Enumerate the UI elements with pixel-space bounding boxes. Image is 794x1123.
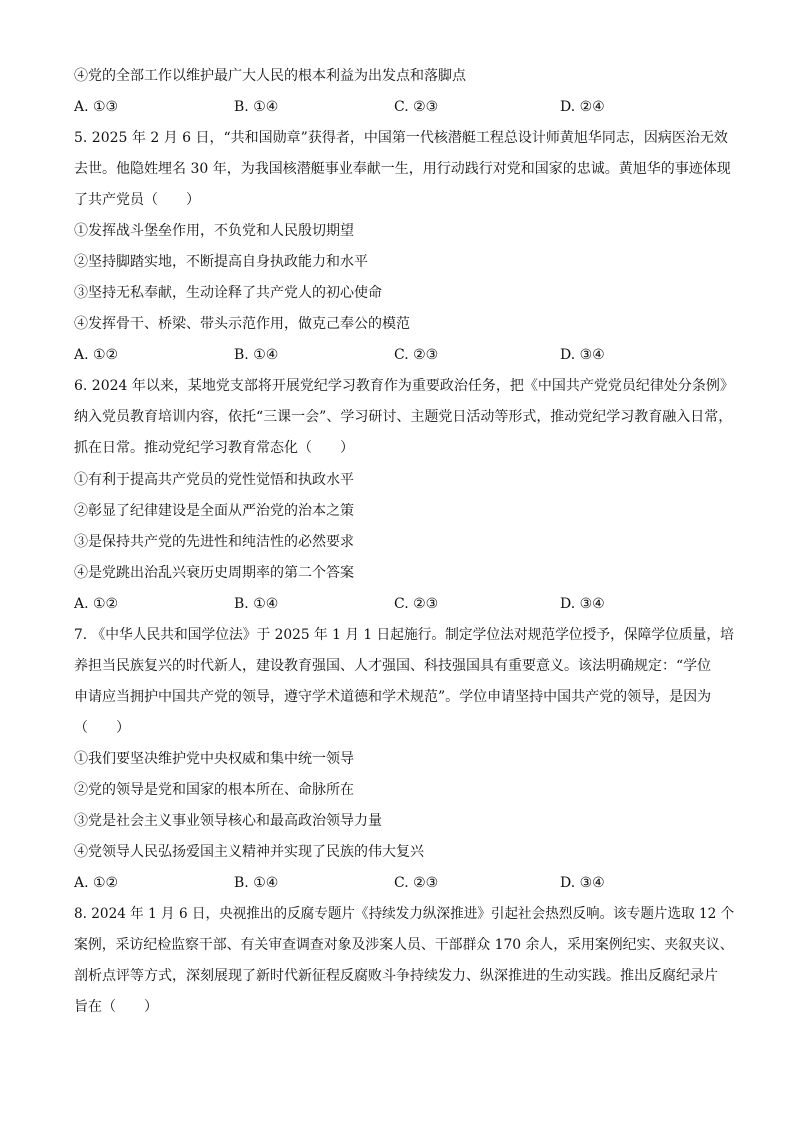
q6-stem-line: 纳入党员教育培训内容，依托“三课一会”、学习研讨、主题党日活动等形式，推动党纪学习教育融入日常， [74,409,733,425]
q5-stem-line: 了共产党员（ ） [74,192,200,208]
q7-item-4: ④党领导人民弘扬爱国主义精神并实现了民族的伟大复兴 [74,844,424,860]
q8-stem-line: 旨在（ ） [74,999,158,1015]
q6-option-d[interactable]: D. ③④ [560,596,605,612]
q4-option-a[interactable]: A. ①③ [74,99,119,115]
q5-options [74,345,724,365]
q4-options [74,97,724,117]
q5-option-b[interactable]: B. ①④ [234,347,279,363]
q4-item-4: ④党的全部工作以维护最广大人民的根本利益为出发点和落脚点 [74,68,466,84]
q8-stem-line: 8. 2024 年 1 月 6 日，央视推出的反腐专题片《持续发力纵深推进》引起社会热烈反响。该专题片选取 12 个 [74,906,735,922]
q5-item-4: ④发挥骨干、桥梁、带头示范作用，做克己奉公的模范 [74,316,410,332]
q4-option-b[interactable]: B. ①④ [234,99,279,115]
q5-item-3: ③坚持无私奉献，生动诠释了共产党人的初心使命 [74,285,382,301]
q6-option-b[interactable]: B. ①④ [234,596,279,612]
q6-stem-line: 6. 2024 年以来，某地党支部将开展党纪学习教育作为重要政治任务，把《中国共产党党员纪律处分条例》 [74,378,734,394]
q5-stem-line: 去世。他隐姓埋名 30 年，为我国核潜艇事业奉献一生，用行动践行对党和国家的忠诚。黄旭华的事迹体现 [74,161,731,177]
q6-item-4: ④是党跳出治乱兴衰历史周期率的第二个答案 [74,565,354,581]
q7-stem-line: （ ） [74,720,130,736]
q7-option-c[interactable]: C. ②③ [394,875,439,891]
q8-stem-line: 剖析点评等方式，深刻展现了新时代新征程反腐败斗争持续发力、纵深推进的生动实践。推出反腐纪录片 [74,968,718,984]
q4-option-c[interactable]: C. ②③ [394,99,439,115]
q7-item-2: ②党的领导是党和国家的根本所在、命脉所在 [74,782,354,798]
q6-option-a[interactable]: A. ①② [74,596,119,612]
q5-option-a[interactable]: A. ①② [74,347,119,363]
q6-options [74,594,724,614]
q7-stem-line: 养担当民族复兴的时代新人，建设教育强国、人才强国、科技强国具有重要意义。该法明确规定：“学位 [74,658,712,674]
q5-item-1: ①发挥战斗堡垒作用，不负党和人民殷切期望 [74,223,354,239]
q7-options [74,873,724,893]
q6-item-2: ②彰显了纪律建设是全面从严治党的治本之策 [74,503,354,519]
q7-stem-line: 7. 《中华人民共和国学位法》于 2025 年 1 月 1 日起施行。制定学位法对规范学位授予，保障学位质量，培 [74,627,734,643]
q7-option-a[interactable]: A. ①② [74,875,119,891]
q7-item-1: ①我们要坚决维护党中央权威和集中统一领导 [74,751,354,767]
q6-item-3: ③是保持共产党的先进性和纯洁性的必然要求 [74,534,354,550]
q7-option-d[interactable]: D. ③④ [560,875,605,891]
q5-item-2: ②坚持脚踏实地，不断提高自身执政能力和水平 [74,254,368,270]
q7-stem-line: 申请应当拥护中国共产党的领导，遵守学术道德和学术规范”。学位申请坚持中国共产党的领导，是因为 [74,689,712,705]
q4-option-d[interactable]: D. ②④ [560,99,605,115]
q8-stem-line: 案例，采访纪检监察干部、有关审查调查对象及涉案人员、干部群众 170 余人，采用案例纪实、夹叙夹议、 [74,937,734,953]
q7-item-3: ③党是社会主义事业领导核心和最高政治领导力量 [74,813,382,829]
q5-option-d[interactable]: D. ③④ [560,347,605,363]
q5-option-c[interactable]: C. ②③ [394,347,439,363]
q6-option-c[interactable]: C. ②③ [394,596,439,612]
q6-stem-line: 抓在日常。推动党纪学习教育常态化（ ） [74,440,354,456]
q5-stem-line: 5. 2025 年 2 月 6 日，“共和国勋章”获得者，中国第一代核潜艇工程总设计师黄旭华同志，因病医治无效 [74,130,728,146]
q6-item-1: ①有利于提高共产党员的党性觉悟和执政水平 [74,472,354,488]
q7-option-b[interactable]: B. ①④ [234,875,279,891]
